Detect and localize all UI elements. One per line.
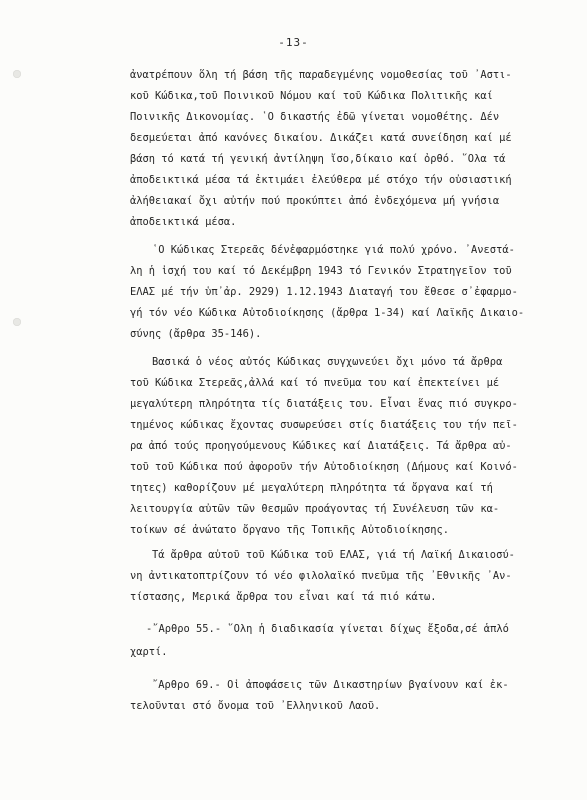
text-line: ρα ἀπό τούς προηγούμενους Κώδικες καί Διατάξεις. Τά ἄρθρα αὐ- bbox=[130, 440, 512, 452]
text-line: ἀνατρέπουν ὅλη τή βάση τῆς παραδεγμένης νομοθεσίας τοῦ ᾽Αστι- bbox=[130, 69, 512, 81]
text-line: νη ἀντικατοπτρίζουν τό νέο φιλολαϊκό πνεῦμα τῆς ᾽Εθνικῆς ᾽Αν- bbox=[130, 570, 512, 582]
text-line: Βασικά ὁ νέος αὐτός Κώδικας συγχωνεύει ὄχι μόνο τά ἄρθρα bbox=[152, 356, 503, 368]
text-line: τημένος κώδικας ἔχοντας συσωρεύσει στίς διατάξεις του τήν πεῖ- bbox=[130, 419, 518, 431]
text-line: ἀλήθειακαί ὄχι αὐτήν πού προκύπτει ἀπό ἐνδεχόμενα μή γνήσια bbox=[130, 195, 500, 207]
text-line: τίστασης, Μερικά ἄρθρα του εἶναι καί τά πιό κάτω. bbox=[130, 591, 437, 603]
text-line: ΕΛΑΣ μέ τήν ὑπ᾽ἀρ. 2929) 1.12.1943 Διαταγή του ἔθεσε σ᾽ἐφαρμο- bbox=[130, 286, 518, 298]
page-number: -13- bbox=[278, 36, 309, 49]
text-line: λειτουργία αὐτῶν τῶν θεσμῶν προάγοντας τή Συνέλευση τῶν κα- bbox=[130, 503, 500, 515]
text-line: κοῦ Κώδικα,τοῦ Ποινικοῦ Νόμου καί τοῦ Κώδικα Πολιτικῆς καί bbox=[130, 90, 493, 102]
text-line: ῾Ο Κώδικας Στερεᾶς δένἐφαρμόστηκε γιά πολύ χρόνο. ᾽Ανεστά- bbox=[152, 244, 515, 256]
text-line: τελοῦνται στό ὄνομα τοῦ ᾽Ελληνικοῦ Λαοῦ. bbox=[130, 700, 381, 712]
text-line: Τά ἄρθρα αὐτοῦ τοῦ Κώδικα τοῦ ΕΛΑΣ, γιά τή Λαϊκή Δικαιοσύ- bbox=[152, 549, 515, 561]
text-line: τητες) καθορίζουν μέ μεγαλύτερη πληρότητα τά ὄργανα καί τή bbox=[130, 482, 493, 494]
text-line: λη ἡ ἰσχή του καί τό Δεκέμβρη 1943 τό Γενικόν Στρατηγεῖον τοῦ bbox=[130, 265, 512, 277]
punch-hole-mark bbox=[13, 318, 21, 326]
text-line: δεσμεύεται ἀπό κανόνες δικαίου. Δικάζει κατά συνείδηση καί μέ bbox=[130, 132, 512, 144]
text-line: -῎Αρθρο 55.- ῞Ολη ἡ διαδικασία γίνεται δίχως ἔξοδα,σέ ἁπλό bbox=[146, 623, 509, 635]
text-line: μεγαλύτερη πληρότητα τίς διατάξεις του. Εἶναι ἕνας πιό συγκρο- bbox=[130, 398, 518, 410]
text-line: γή τόν νέο Κώδικα Αὐτοδιοίκησης (ἄρθρα 1-34) καί Λαϊκῆς Δικαιο- bbox=[130, 307, 525, 319]
text-line: σύνης (ἄρθρα 35-146). bbox=[130, 328, 262, 340]
text-line: τοίκων σέ ἀνώτατο ὄργανο τῆς Τοπικῆς Αὐτοδιοίκησης. bbox=[130, 524, 450, 536]
text-line: τοῦ τοῦ Κώδικα πού ἀφοροῦν τήν Αὐτοδιοίκηση (Δήμους καί Κοινό- bbox=[130, 461, 518, 473]
punch-hole-mark bbox=[13, 70, 21, 78]
text-line: ῎Αρθρο 69.- Οἱ ἀποφάσεις τῶν Δικαστηρίων βγαίνουν καί ἐκ- bbox=[152, 679, 509, 691]
text-line: ἀποδεικτικά μέσα. bbox=[130, 216, 237, 228]
text-line: Ποινικῆς Δικονομίας. ῾Ο δικαστής ἐδῶ γίνεται νομοθέτης. Δέν bbox=[130, 111, 500, 123]
text-line: ἀποδεικτικά μέσα τά ἐκτιμάει ἐλεύθερα μέ στόχο τήν οὐσιαστική bbox=[130, 174, 512, 186]
text-line: χαρτί. bbox=[130, 646, 168, 658]
text-line: βάση τό κατά τή γενική ἀντίληψη ἴσο,δίκαιο καί ὀρθό. ῞Ολα τά bbox=[130, 153, 506, 165]
text-line: τοῦ Κώδικα Στερεᾶς,ἀλλά καί τό πνεῦμα του καί ἐπεκτείνει μέ bbox=[130, 377, 500, 389]
